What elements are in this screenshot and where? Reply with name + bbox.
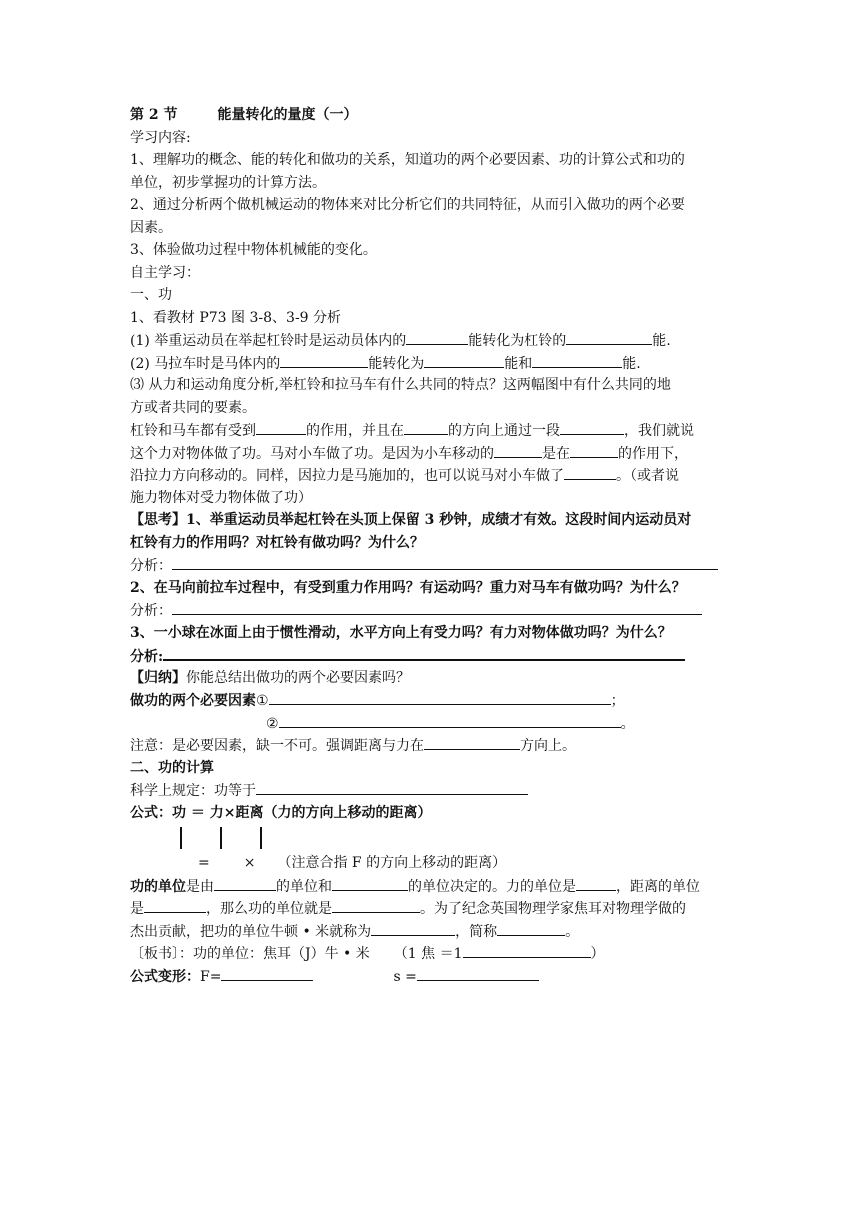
answer-line[interactable] — [279, 712, 621, 728]
blank[interactable] — [532, 352, 622, 368]
goal-2-line-1: 2、通过分析两个做机械运动的物体来对比分析它们的共同特征，从而引入做功的两个必要 — [130, 197, 685, 213]
connector-bar — [220, 827, 222, 849]
unit-line-1: 功的单位是由 的单位和 的单位决定的。力的单位是 ，距离的单位 — [130, 875, 750, 898]
goal-1-line-2: 单位，初步掌握功的计算方法。 — [130, 174, 326, 191]
formula-symbols: = × （注意合指 F 的方向上移动的距离） — [198, 855, 507, 871]
blank[interactable] — [332, 897, 420, 913]
section-name: 能量转化的量度（一） — [217, 107, 358, 123]
goal-3: 3、体验做功过程中物体机械能的变化。 — [130, 242, 377, 258]
blank[interactable] — [463, 942, 591, 958]
blank[interactable] — [564, 464, 616, 480]
question-1-2: (2) 马拉车时是马体内的 能转化为 能和 能. — [130, 352, 750, 375]
blank[interactable] — [560, 419, 624, 435]
answer-line[interactable] — [269, 689, 611, 705]
analysis-3: 分析: — [130, 644, 750, 667]
blank[interactable] — [424, 352, 504, 368]
factor-2: ② 。 — [130, 712, 750, 735]
answer-line[interactable] — [163, 644, 685, 661]
part-two-heading: 二、功的计算 — [130, 759, 214, 776]
question-1-3-line-1: ⑶ 从力和运动角度分析,举杠铃和拉马车有什么共同的特点？这两幅图中有什么共同的地 — [130, 377, 671, 393]
think-3: 3、一小球在冰面上由于惯性滑动，水平方向上有受力吗？有力对物体做功吗？为什么？ — [130, 624, 672, 641]
paragraph-line-3: 沿拉力方向移动的。同样，因拉力是马施加的，也可以说马对小车做了 。（或者说 — [130, 464, 750, 487]
blank[interactable] — [417, 965, 539, 981]
blank[interactable] — [576, 875, 616, 891]
unit-line-3: 杰出贡献，把功的单位牛顿 • 米就称为 ，简称 。 — [130, 920, 750, 943]
section-title — [130, 104, 750, 127]
question-1: 1、看教材 P73 图 3-8、3-9 分析 — [130, 309, 342, 326]
goal-1-line-1: 1、理解功的概念、能的转化和做功的关系，知道功的两个必要因素、功的计算公式和功的 — [130, 152, 685, 168]
paragraph-line-4: 施力物体对受力物体做了功） — [130, 489, 312, 506]
think-1-line-1: 【思考】1、举重运动员举起杠铃在头顶上保留 3 秒钟，成绩才有效。这段时间内运动员对 — [130, 512, 692, 528]
blank[interactable] — [570, 442, 618, 458]
blank[interactable] — [424, 734, 520, 750]
part-one-heading: 一、功 — [130, 287, 172, 303]
blank[interactable] — [221, 965, 313, 981]
blank[interactable] — [566, 329, 652, 345]
note: 注意：是必要因素，缺一不可。强调距离与力在 方向上。 — [130, 734, 750, 757]
think-1-line-2: 杠铃有力的作用吗？对杠铃有做功吗？为什么？ — [130, 534, 424, 551]
blank[interactable] — [256, 419, 306, 435]
blank[interactable] — [332, 875, 408, 891]
learning-content-heading: 学习内容: — [130, 129, 191, 146]
worksheet — [130, 104, 750, 987]
goal-2-line-2: 因素。 — [130, 219, 172, 236]
formula-transform: 公式变形：F= s = — [130, 965, 750, 988]
answer-line[interactable] — [172, 599, 702, 615]
analysis-1: 分析： — [130, 554, 750, 577]
blank[interactable] — [406, 329, 468, 345]
connector-bar — [260, 827, 262, 849]
question-1-1: (1) 举重运动员在举起杠铃时是运动员体内的 能转化为杠铃的 能. — [130, 329, 750, 352]
summary: 【归纳】你能总结出做功的两个必要因素吗？ — [130, 669, 410, 686]
analysis-2: 分析： — [130, 599, 750, 622]
unit-line-2: 是 ，那么功的单位就是 。为了纪念英国物理学家焦耳对物理学做的 — [130, 897, 750, 920]
connector-bar — [180, 827, 182, 849]
question-1-3-line-2: 方或者共同的要素。 — [130, 399, 256, 416]
blank[interactable] — [280, 352, 368, 368]
factor-1: 做功的两个必要因素① ； — [130, 689, 750, 712]
think-2: 2、在马向前拉车过程中，有受到重力作用吗？有运动吗？重力对马车有做功吗？为什么？ — [130, 579, 686, 596]
section-number: 第 2 节 — [130, 107, 178, 123]
answer-line[interactable] — [172, 554, 718, 570]
blank[interactable] — [371, 920, 455, 936]
blank[interactable] — [497, 920, 565, 936]
blank[interactable] — [256, 779, 528, 795]
paragraph-line-1: 杠铃和马车都有受到 的作用，并且在 的方向上通过一段 ，我们就说 — [130, 419, 750, 442]
paragraph-line-2: 这个力对物体做了功。马对小车做了功。是因为小车移动的 是在 的作用下， — [130, 442, 750, 465]
blank[interactable] — [494, 442, 542, 458]
board-notes: 〔板书〕：功的单位：焦耳（J）牛 • 米 （1 焦 ＝1 ） — [130, 942, 750, 965]
definition: 科学上规定：功等于 — [130, 779, 750, 802]
blank[interactable] — [144, 897, 206, 913]
blank[interactable] — [214, 875, 276, 891]
self-study-heading: 自主学习： — [130, 264, 200, 281]
blank[interactable] — [404, 419, 448, 435]
formula: 公式：功 ＝ 力×距离（力的方向上移动的距离） — [130, 804, 432, 821]
formula-connectors — [130, 824, 750, 852]
